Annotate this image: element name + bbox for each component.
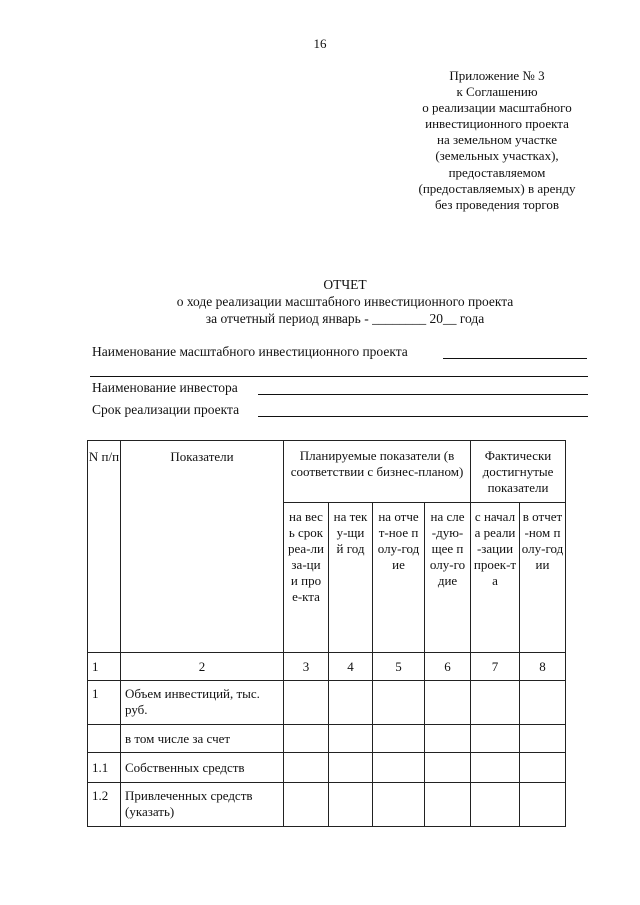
- row-num: 1: [88, 681, 121, 725]
- colnum-cell: 8: [520, 653, 566, 681]
- row-label: Объем инвестиций, тыс. руб.: [121, 681, 284, 725]
- value-cell[interactable]: [373, 783, 425, 827]
- value-cell[interactable]: [329, 725, 373, 753]
- value-cell[interactable]: [373, 725, 425, 753]
- row-num: 1.1: [88, 753, 121, 783]
- row-label: Собственных средств: [121, 753, 284, 783]
- project-name-label: Наименование масштабного инвестиционного проекта: [92, 344, 408, 359]
- colnum-cell: 2: [121, 653, 284, 681]
- value-cell[interactable]: [471, 681, 520, 725]
- colnum-cell: 1: [88, 653, 121, 681]
- header-planned-next-half: на сле-дую-щее полу-годие: [425, 503, 471, 653]
- table-row: [88, 753, 566, 783]
- value-cell[interactable]: [329, 753, 373, 783]
- colnum-cell: 7: [471, 653, 520, 681]
- colnum-cell: 4: [329, 653, 373, 681]
- appendix-line: инвестиционного проекта: [425, 116, 569, 132]
- row-label: Привлеченных средств (указать): [121, 783, 284, 827]
- appendix-line: о реализации масштабного: [422, 100, 572, 116]
- column-number-row: [88, 653, 566, 681]
- value-cell[interactable]: [425, 681, 471, 725]
- value-cell[interactable]: [471, 783, 520, 827]
- value-cell[interactable]: [373, 753, 425, 783]
- term-label: Срок реализации проекта: [92, 402, 240, 417]
- value-cell[interactable]: [284, 783, 329, 827]
- report-subtitle: о ходе реализации масштабного инвестиционного проекта: [176, 294, 514, 309]
- value-cell[interactable]: [520, 725, 566, 753]
- header-num: N п/п: [88, 441, 121, 653]
- term-line[interactable]: [258, 416, 588, 417]
- value-cell[interactable]: [329, 681, 373, 725]
- header-actual-since-start: с начала реали-зации проек-та: [471, 503, 520, 653]
- header-planned-half: на отчет-ное полу-годие: [373, 503, 425, 653]
- indicators-table: [87, 440, 566, 827]
- header-indicators: Показатели: [121, 441, 284, 653]
- value-cell[interactable]: [373, 681, 425, 725]
- appendix-line: Приложение № 3: [449, 68, 545, 83]
- appendix-line: предоставляемом: [448, 164, 546, 180]
- value-cell[interactable]: [425, 753, 471, 783]
- appendix-line: (предоставляемых) в аренду: [418, 180, 576, 196]
- investor-line[interactable]: [258, 394, 588, 395]
- page-number: 16: [313, 36, 327, 51]
- value-cell[interactable]: [471, 725, 520, 753]
- investor-label: Наименование инвестора: [92, 380, 238, 395]
- row-num: 1.2: [88, 783, 121, 827]
- table-row: [88, 783, 566, 827]
- appendix-line: к Соглашению: [456, 84, 538, 100]
- project-name-line[interactable]: [443, 358, 587, 359]
- header-actual-half: в отчет-ном полу-годии: [520, 503, 566, 653]
- report-period: за отчетный период январь - ________ 20__ года: [205, 311, 485, 326]
- table-row: [88, 725, 566, 753]
- value-cell[interactable]: [284, 753, 329, 783]
- appendix-header: [392, 68, 602, 213]
- header-actual: Фактически достигнутые показатели: [471, 441, 566, 503]
- table-row: [88, 681, 566, 725]
- report-heading: [0, 276, 640, 327]
- appendix-line: без проведения торгов: [434, 196, 560, 212]
- value-cell[interactable]: [284, 681, 329, 725]
- colnum-cell: 5: [373, 653, 425, 681]
- row-num: [88, 725, 121, 753]
- appendix-line: на земельном участке: [436, 132, 557, 148]
- colnum-cell: 6: [425, 653, 471, 681]
- report-title: ОТЧЕТ: [323, 277, 367, 292]
- value-cell[interactable]: [284, 725, 329, 753]
- header-planned-total: на весь срок реа-лиза-ции прое-кта: [284, 503, 329, 653]
- header-planned: Планируемые показатели (в соответствии с бизнес-планом): [284, 441, 471, 503]
- value-cell[interactable]: [425, 783, 471, 827]
- colnum-cell: 3: [284, 653, 329, 681]
- value-cell[interactable]: [471, 753, 520, 783]
- value-cell[interactable]: [520, 681, 566, 725]
- value-cell[interactable]: [329, 783, 373, 827]
- header-planned-year: на теку-щий год: [329, 503, 373, 653]
- value-cell[interactable]: [425, 725, 471, 753]
- appendix-line: (земельных участках),: [435, 148, 559, 164]
- value-cell[interactable]: [520, 753, 566, 783]
- value-cell[interactable]: [520, 783, 566, 827]
- project-name-line-2[interactable]: [90, 376, 588, 377]
- row-label: в том числе за счет: [121, 725, 284, 753]
